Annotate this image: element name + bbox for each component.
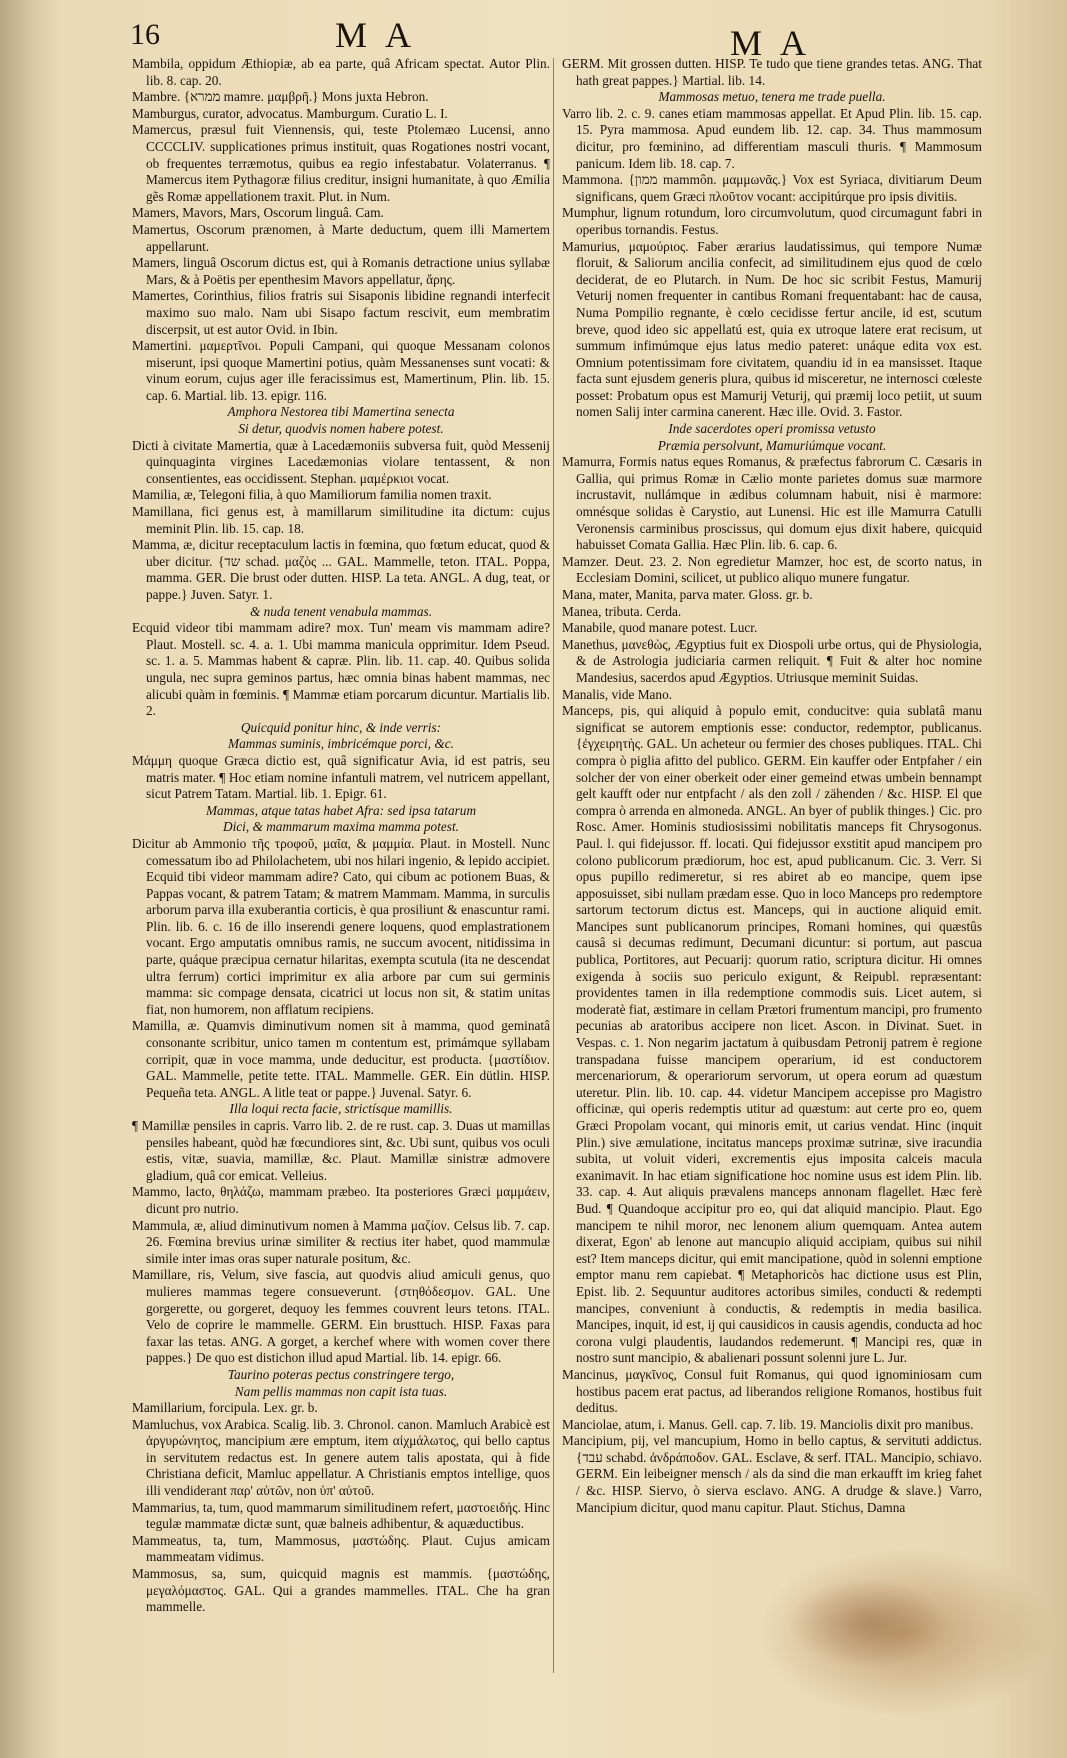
running-header [0, 14, 1067, 63]
verse-line: Mammas, atque tatas habet Afra: sed ipsa tatarum [205, 802, 477, 818]
dictionary-entry: Mamers, linguâ Oscorum dictus est, qui à Romanis detractione unius syllabæ Mars, & à Poëtis per epenthesim Mavors appellatur, ἄρης. [132, 255, 550, 287]
dictionary-entry: Mammeatus, ta, tum, Mammosus, μαστώδης. Plaut. Cujus amicam mammeatam vidimus. [132, 1532, 550, 1565]
dictionary-entry: Mancipium, pij, vel mancupium, Homo in bello captus, & servituti addictus. {עבד schabd. ἀνδράποδον. GAL. Esclave, & serf. ITAL. Mancipio, schiavo. GERM. Ein leibeigner mensch / als da sind die man erkaufft im krieg fahet / &c. HISP. Siervo, ò sierva esclavo. ANG. A drudge & slave.} Varro, Mancipium dicitur, quod manu capitur. Plaut. Stichus, Damna [562, 1433, 982, 1515]
dictionary-entry: Manea, tributa. Cerda. [562, 603, 682, 619]
dictionary-entry: Mambila, oppidum Æthiopiæ, ab ea parte, quâ Africam spectat. Autor Plin. lib. 8. cap. 20. [132, 56, 550, 88]
verse-line: Dici, & mammarum maxima mamma potest. [222, 819, 459, 835]
dictionary-entry: Mammula, æ, aliud diminutivum nomen à Mamma μαζίον. Celsus lib. 7. cap. 26. Fœmina brevius urinæ similiter & rectius iter habet, quod mammulæ simile inter imas oras super naturale positum, &c. [132, 1217, 550, 1266]
dictionary-entry: Mamilia, æ, Telegoni filia, à quo Mamiliorum familia nomen traxit. [132, 487, 492, 503]
verse-line: Inde sacerdotes operi promissa vetusto [668, 421, 876, 437]
verse-line: & nuda tenent venabula mammas. [249, 603, 433, 619]
dictionary-entry: GERM. Mit grossen dutten. HISP. Te tudo que tiene grandes tetas. ANG. That hath great pappes.} Martial. lib. 14. [562, 56, 982, 88]
verse-line: Quicquid ponitur hinc, & inde verris: [240, 719, 442, 735]
dictionary-entry: Manciolae, atum, i. Manus. Gell. cap. 7. lib. 19. Manciolis dixit pro manibus. [562, 1416, 974, 1432]
dictionary-entry: Mancinus, μαγκῖνος, Consul fuit Romanus, qui quod ignominiosam cum hostibus pacem erat pactus, ad liberandos religione Romanos, hostibus fuit deditus. [562, 1366, 982, 1416]
verse-line: Amphora Nestorea tibi Mamertina senecta [227, 404, 455, 420]
right-column [562, 56, 982, 1516]
dictionary-entry: Manalis, vide Mano. [562, 686, 673, 702]
dictionary-entry: Mamurius, μαμούριος. Faber ærarius laudatissimus, qui tempore Numæ floruit, & Saliorum ancilia confecit, ad similitudinem ejus quod de cœlo deciderat, de eo Plutarch. in Num. De hoc sic scribit Festus, Mamurij Veturij nomen frequenter in cantibus Romani frequentabant: hac de causa, Numa Pompilio regnante, è cœlo cecidisse fertur ancile, id est, scutum breve, quod ideo sic appellatú est, quia ex utroque latere erat recisum, ut summum infimúmque ejus latus medio pateret: unáque edita vox est. Omnium potentissimam fore civitatem, quandiu id in ea mansisset. Itaque facta sunt ejusdem generis plura, quibus id misceretur, ne internosci cœleste posset: Probatum opus est Mamurij Veturij, qui præmij loco petiit, ut suum nomen Salij inter carmina canerent. Hæc ille. Ovid. 3. Fastor. [562, 238, 982, 420]
dictionary-entry: Mambre. {ממרא mamre. μαμβρῆ.} Mons juxta Hebron. [132, 89, 429, 105]
dictionary-entry: Mamertes, Corinthius, filios fratris sui Sisaponis libidine regnandi interfecit maximo suo malo. Nam ubi Sisapo factum rescivit, eum membratim discerpsit, ut est autor Ovid. in Ibin. [132, 288, 550, 337]
dictionary-entry: Mamma, æ, dicitur receptaculum lactis in fœmina, quo fœtum educat, quod & uber dicitur. {שד schad. μαζὸς ... GAL. Mammelle, teton. ITAL. Poppa, mamma. GER. Die brust oder dutten. HISP. La teta. ANGL. A dug, teat, or pappe.} Juven. Satyr. 1. [132, 537, 550, 602]
dictionary-entry: Μάμμη quoque Græca dictio est, quâ significatur Avia, id est patris, seu matris mater. ¶ Hoc etiam nomine infantuli matrem, vel nutricem appellant, sicut Patrem Tatam. Martial. lib. 1. Epigr. 61. [132, 752, 550, 802]
left-column [132, 56, 550, 1616]
verse-line: Mammas suminis, imbricémque porci, &c. [228, 736, 454, 752]
dictionary-entry: Mammarius, ta, tum, quod mammarum similitudinem refert, μαστοειδής. Hinc tegulæ mammatæ dictæ sunt, quæ balneis adhibentur, & aquæductibus. [132, 1499, 551, 1532]
left-running-title: MA [335, 15, 430, 55]
dictionary-entry: Mamilla, æ. Quamvis diminutivum nomen sit à mamma, quod geminatâ consonante scribitur, unico tamen m contentum est, primámque syllabam corripit, quæ in voce mamma, unde deducitur, est producta. {μαστίδιον. GAL. Mammelle, petite tette. ITAL. Mammelle. GER. Ein dütlin. HISP. Pequeña teta. ANGL. A litle teat or pappe.} Juvenal. Satyr. 6. [132, 1018, 550, 1100]
dictionary-entry: Mamercus, præsul fuit Viennensis, qui, teste Ptolemæo Lucensi, anno CCCCLIV. supplicationes primus instituit, quas Rogationes nostri vocant, ob frequentes terræmotus, quibus ea regio infestabatur. Volaterranus. ¶ Mamercus item Pythagoræ filius creditur, insigni humanitate, à quo Æmilia gẽs Romæ appellationem traxit. Plut. in Num. [132, 122, 550, 204]
dictionary-entry: Mamillarium, forcipula. Lex. gr. b. [132, 1400, 318, 1416]
dictionary-entry: Ecquid videor tibi mammam adire? mox. Tun' meam vis mammam adire? Plaut. Mostell. sc. 4. a. 1. Ubi mamma manicula opprimitur. Idem Pseud. sc. 1. a. 5. Mammas habent & capræ. Plin. lib. 11. cap. 40. Quibus solida ungula, nec supra geminos partus, hæc omnia binas habent mammas, nec alicubi quàm in fœminis. ¶ Mammæ etiam porcarum dicuntur. Martialis lib. 2. [132, 620, 550, 719]
dictionary-entry: Mammosus, sa, sum, quicquid magnis est mammis. {μαστώδης, μεγαλόμαστος. GAL. Qui a grandes mammelles. ITAL. Che ha gran mammelle. [132, 1566, 550, 1615]
dictionary-entry: Manceps, pis, qui aliquid à populo emit, conducitve: quia sublatâ manu significat se autorem emptionis esse: conductor, redemptor, publicanus. {ἐγχειρητὴς. GAL. Un acheteur ou fermier des choses publiques. ITAL. Chi compra ò piglia afitto del publico. GERM. Ein kauffer oder Entpfaher / ein solcher der von einer oberkeit oder einer gemeind etwas umbein bennampt gelt kaufft oder nur entpfacht / als den zoll / zähenden / &c. HISP. El que compra ò arrenda en almoneda. ANGL. An byer of publik thinges.} Cic. pro Rosc. Amer. Hominis studiosissimi nobilitatis manceps fit Chrysogonus. Paul. l. qui fidejussor. ff. locati. Qui fidejussor exstitit apud mancipem pro colono publicorum prædiorum, hoc est, apud publicanum. Cic. 3. Verr. Si opus pupillo redimeretur, si res abiret ab eo mancipe, quem ipse apposuisset, sibi nullam prædam esse. Quo in loco Manceps pro redemptore sartorum tectorum dictus est. Manceps, qui in auctione aliquid emit. Mancipes sunt publicanorum principes, Romani homines, qui quæstûs causâ si decumas redimunt, Decumani dicuntur: si portum, aut pascua publica, Portitores, aut Pecuarij: quorum ratio, scriptura dicitur. Hi omnes exigenda à sociis suo periculo exigunt, & Reipubl. repræsentant: providentes tamen in illa redemptione commodis suis. Licet autem, si moderatè fiat, æstimare in cellam Prætori frumentum mancipi, pro frumento pecunias ab aratoribus accipere non licet. Ascon. in Divinat. Suet. in Vespas. c. 1. Non negarim jactatum à quibusdam Petronij patrem è regione transpadana fuisse mancipem operarium, id est conductorem mercenariorum, & operariorum servorum, ut opera eorum ad quæstum uteretur. Plin. lib. 10. cap. 44. videtur Mancipem accepisse pro Magistro officinæ, qui operis redemptis utitur ad quæstum: aut certe pro eo, quem Græci Propolam vocant, qui minoris emit, ut carius vendat. Hinc (inquit Plin.) sive æmulatione, incitatus manceps proximæ sutrinæ, sive iracundia subita, ut voluit videri, excrementis ejus imposita calceis macula exanimavit. In hac etiam significatione hoc nomine usus est idem Plin. lib. 33. cap. 4. Aut aliquis prævalens manceps annonam flagellet. Hæc ferè Bud. ¶ Quandoque accipitur pro eo, qui dat aliquid mancipio. Plaut. Ego mancipem te nihil moror, nec lenonem alium quemquam. Antea autem dixerat, Egon' ab lenone aut mancupio aliquid accipiam, quibus sui nihil est? Item manceps dicitur, qui emit mancipatione, quòd in solenni emptione emptor manu rem capiebat. ¶ Metaphoricòs hac dictione usus est Plin, Epist. lib. 2. Sequuntur auditores actoribus similes, conducti & redempti mancipes, conveniunt à conductis, & redemptis in media basilica. Mancipes, inquit, id est, ij qui causidicos in causis agendis, conducta ad hoc corona vulgi plaudentis, laudandos redemerunt. ¶ Mancipi res, quæ in nostro sunt mancipio, & abalienari possunt solenni jure L. Jur. [562, 703, 982, 1366]
verse-line: Illa loqui recta facie, strictísque mamillis. [229, 1101, 453, 1117]
dictionary-entry: Mamers, Mavors, Mars, Oscorum linguâ. Cam. [132, 205, 384, 221]
dictionary-entry: Dicitur ab Ammonio τῆς τροφοῦ, μαῖα, & μαμμία. Plaut. in Mostell. Nunc comessatum ibo ad Philolachetem, ubi nos hilari ingenio, & lepido accipiet. Ecquid tibi videor mammam adire? Cato, qui cibum ac potionem Buas, & Pappas vocant, & patrem Tatam; & matrem Mammam. Mamma, in surculis arborum parva illa exuberantia corticis, è qua prosiliunt & enascuntur rami. Plin. lib. 6. c. 16 de illo inserendi genere loquens, quod emplastrationem vocant. Ergo amputatis omnibus ramis, ne succum avocent, nitidissima in parte, quáque præcipua cernatur hilaritas, exempta scutula (ita ne descendat ultra ferrum) cortici imprimitur ex alia arbore par cum sui germinis mamma: sic compage densata, cicatrici ut locus non sit, & statim unitas fiat, non humorem, non afflatum recipiens. [132, 835, 550, 1017]
verse-line: Mammosas metuo, tenera me trade puella. [658, 89, 886, 105]
dictionary-entry: Mamzer. Deut. 23. 2. Non egredietur Mamzer, hoc est, de scorto natus, in Ecclesiam Domini, scilicet, ut publico aliquo munere fungatur. [562, 553, 982, 586]
dictionary-entry: Mamillana, fici genus est, à mamillarum similitudine ita dictum: cujus meminit Plin. lib. 15. cap. 18. [132, 504, 550, 536]
right-running-title: MA [730, 23, 825, 63]
dictionary-entry: Mana, mater, Manita, parva mater. Gloss. gr. b. [562, 587, 813, 602]
dictionary-entry: Mamertini. μαμερτῖνοι. Populi Campani, qui quoque Messanam colonos miserunt, ipsi quoque Mamertini potius, quàm Messanenses sunt vocati: & vinum eorum, cujus ager ille feracissimus est, Mamertinum, Plin. lib. 15. cap. 6. Martial. lib. 13. epigr. 116. [132, 338, 550, 403]
column-rule [553, 58, 554, 1673]
dictionary-entry: Manethus, μανεθὼς, Ægyptius fuit ex Diospoli urbe ortus, qui de Physiologia, & de Astrologia judiciaria carmen reliquit. ¶ Fuit & alter hoc nomine Mandesius, sacerdos apud Ægyptios. Utriusque meminit Suidas. [562, 636, 982, 685]
dictionary-entry: Mamluchus, vox Arabica. Scalig. lib. 3. Chronol. canon. Mamluch Arabicè est ἀργυρώνητος, mancipium ære emptum, item αἰχμάλωτος, qui bello captus in servitutem redactus est. In genere autem talis apostata, qui à fide Christiana deficit, Mamluc appellatur. A Christianis emptos intellige, quos illi vendiderant παρ' αὐτῶν, non ὑπ' αὐτοῦ. [132, 1416, 550, 1499]
dictionary-entry: Mamillare, ris, Velum, sive fascia, aut quodvis aliud amiculi genus, quo mulieres mammas tegere consueverunt. {στηθόδεσμον. GAL. Une gorgerette, ou gorgeret, dequoy les femmes couvrent leurs tetons. ITAL. Velo de coprire le mammelle. GERM. Ein brusttuch. HISP. Faxas para faxar las tetas. ANG. A gorget, a kerchef where with women cover there pappes.} De quo est distichon illud apud Martial. lib. 14. epigr. 66. [132, 1267, 550, 1366]
verse-line: Nam pellis mammas non capit ista tuas. [234, 1383, 448, 1399]
dictionary-entry: Varro lib. 2. c. 9. canes etiam mammosas appellat. Et Apud Plin. lib. 15. cap. 15. Pyra mammosa. Apud eundem lib. 12. cap. 34. Thus mammosum dicitur, pro fœminino, ad differentiam masculi thuris. ¶ Mammosum panicum. Idem lib. 18. cap. 7. [562, 105, 982, 171]
dictionary-entry: Mumphur, lignum rotundum, loro circumvolutum, quod circumagunt fabri in operibus tornandis. Festus. [562, 205, 982, 237]
dictionary-entry: Mamurra, Formis natus eques Romanus, & præfectus fabrorum C. Cæsaris in Gallia, qui primus Romæ in Cælio monte parietes domus suæ marmore incrustavit, nullámque in ædibus columnam habuit, nisi è marmore: omnésque solidas è Carystio, aut Lunensi. Hic est ille Mamurra Catulli Veronensis carminibus proscissus, qui domum ejus dixit habere, quicquid habuisset Comata Gallia. Hæc Plin. lib. 6. cap. 6. [562, 454, 982, 553]
verse-line: Si detur, quodvis nomen habere potest. [238, 421, 444, 437]
dictionary-entry: Mammo, lacto, θηλάζω, mammam præbeo. Ita posteriores Græci μαμμάειν, dicunt pro nutrio. [132, 1184, 550, 1216]
page-number: 16 [130, 18, 160, 51]
dictionary-entry: Mamburgus, curator, advocatus. Mamburgum. Curatio L. I. [132, 105, 448, 121]
dictionary-entry: Mamertus, Oscorum prænomen, à Marte deductum, quem illi Mamertem appellarunt. [132, 221, 550, 254]
dictionary-entry: Mammona. {ממון mammôn. μαμμωνᾶς.} Vox est Syriaca, divitiarum Deum significans, quem Græci πλοῦτον vocant: accipitúrque pro ipsis divitiis. [562, 172, 982, 204]
dictionary-entry: Dicti à civitate Mamertia, quæ à Lacedæmoniis subversa fuit, quòd Messenij quinquaginta virgines Lacedæmonias violare tentassent, & non consentientes, eas occidissent. Stephan. μαμέρκιοι vocat. [132, 437, 550, 486]
dictionary-entry: ¶ Mamillæ pensiles in capris. Varro lib. 2. de re rust. cap. 3. Duas ut mamillas pensiles habeant, quòd hæ fœcundiores sint, &c. Ubi sunt, quibus vos oculi estis, vitæ, suavia, mamillæ, &c. Plaut. Mamillæ sinistræ admovere gladium, quâ cor emicat. Velleius. [132, 1118, 550, 1183]
page-gutter-shadow [0, 0, 60, 1758]
verse-line: Taurino poteras pectus constringere tergo, [227, 1366, 455, 1382]
verse-line: Præmia persolvunt, Mamuriúmque vocant. [657, 437, 887, 453]
water-stain [757, 1548, 1057, 1718]
water-stain-dark [787, 1578, 947, 1668]
dictionary-entry: Manabile, quod manare potest. Lucr. [562, 620, 758, 636]
